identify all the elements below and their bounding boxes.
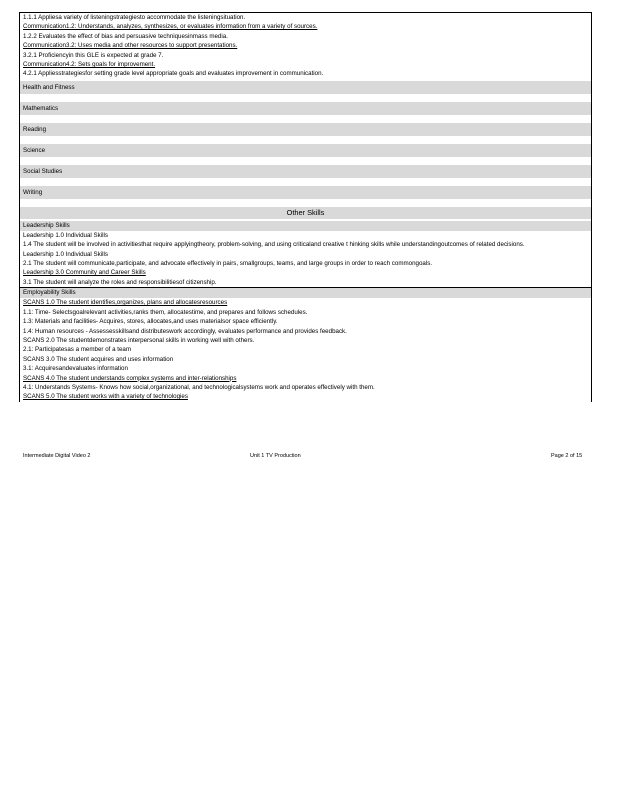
standard-line: 3.2.1 Proficiencyin this GLE is expected at grade 7. <box>23 51 164 59</box>
standards-document <box>19 12 592 402</box>
standard-line: 2.1 The student will communicate,participate, and advocate effectively in pairs, smallgroups, teams, and large groups in order to reach commongoals. <box>23 260 433 268</box>
subject-content-empty <box>20 199 591 205</box>
standard-line: SCANS 5.0 The student works with a variety of technologies <box>23 393 188 401</box>
subject-header: Reading <box>20 123 591 136</box>
communication-standards <box>20 13 591 79</box>
footer-course: Intermediate Digital Video 2 <box>23 453 91 459</box>
employability-header: Employability Skills <box>20 288 591 298</box>
subject-header: Writing <box>20 186 591 199</box>
standard-line: Leadership 1.0 Individual Skills <box>23 231 108 239</box>
employability-standards <box>20 298 591 401</box>
leadership-standards <box>20 231 591 287</box>
standard-line: Communication3.2: Uses media and other resources to support presentations. <box>23 42 238 50</box>
subject-header: Social Studies <box>20 165 591 178</box>
standard-line: Communication1.2: Understands, analyzes, synthesizes, or evaluates information from a variety of sources. <box>23 23 318 31</box>
standard-line: SCANS 4.0 The student understands complex systems and inter-relationships <box>23 374 237 382</box>
standard-line: 1.1: Time- Selectsgoalrelevant activities,ranks them, allocatestime, and prepares and follows schedules. <box>23 308 308 316</box>
footer-unit: Unit 1 TV Production <box>250 453 301 459</box>
standard-line: 2.1: Participatesas a member of a team <box>23 346 131 354</box>
standard-line: 4.2.1 Appliesstrategiesfor setting grade level appropriate goals and evaluates improvement in communication. <box>23 70 324 78</box>
other-skills-header: Other Skills <box>20 207 591 219</box>
standard-line: 1.4 The student will be involved in activitiesthat require applyingtheory, problem-solving, and using criticaland creative t hinking skills while understandingoutcomes of related decisions. <box>23 241 525 249</box>
subject-content-empty <box>20 178 591 184</box>
leadership-header: Leadership Skills <box>20 221 591 231</box>
standard-line: 3.1: Acquiresandevaluates information <box>23 365 128 373</box>
standard-line: SCANS 2.0 The studentdemonstrates interpersonal skills in working well with others. <box>23 336 255 344</box>
standard-line: Leadership 3.0 Community and Career Skills <box>23 269 146 277</box>
subject-content-empty <box>20 157 591 163</box>
footer-page-number: Page 2 of 15 <box>551 453 583 459</box>
standard-line: SCANS 3.0 The student acquires and uses information <box>23 355 174 363</box>
subject-header: Science <box>20 144 591 157</box>
standard-line: 1.1.1 Appliesa variety of listeningstrategiesto accommodate the listeningsituation. <box>23 14 246 21</box>
subject-content-empty <box>20 115 591 121</box>
subject-sections <box>20 81 591 205</box>
subject-header: Health and Fitness <box>20 81 591 94</box>
standard-line: 4.1: Understands Systems- Knows how social,organizational, and technologicalsystems work and operates effectively with them. <box>23 383 375 391</box>
subject-content-empty <box>20 94 591 100</box>
standard-line: Communication4.2: Sets goals for improvement. <box>23 61 156 69</box>
subject-content-empty <box>20 136 591 142</box>
standard-line: SCANS 1.0 The student identifies,organizes, plans and allocatesresources <box>23 299 228 307</box>
standard-line: 1.3: Materials and facilities- Acquires, stores, allocates,and uses materialsor space efficiently. <box>23 318 278 326</box>
standard-line: Leadership 1.0 Individual Skills <box>23 250 108 258</box>
standard-line: 1.2.2 Evaluates the effect of bias and persuasive techniquesinmass media. <box>23 32 228 40</box>
standard-line: 1.4: Human resources - Assessesskillsand distributeswork accordingly, evaluates performance and provides feedback. <box>23 327 347 335</box>
standard-line: 3.1 The student will analyze the roles and responsibilitiesof citizenship. <box>23 278 217 286</box>
subject-header: Mathematics <box>20 102 591 115</box>
